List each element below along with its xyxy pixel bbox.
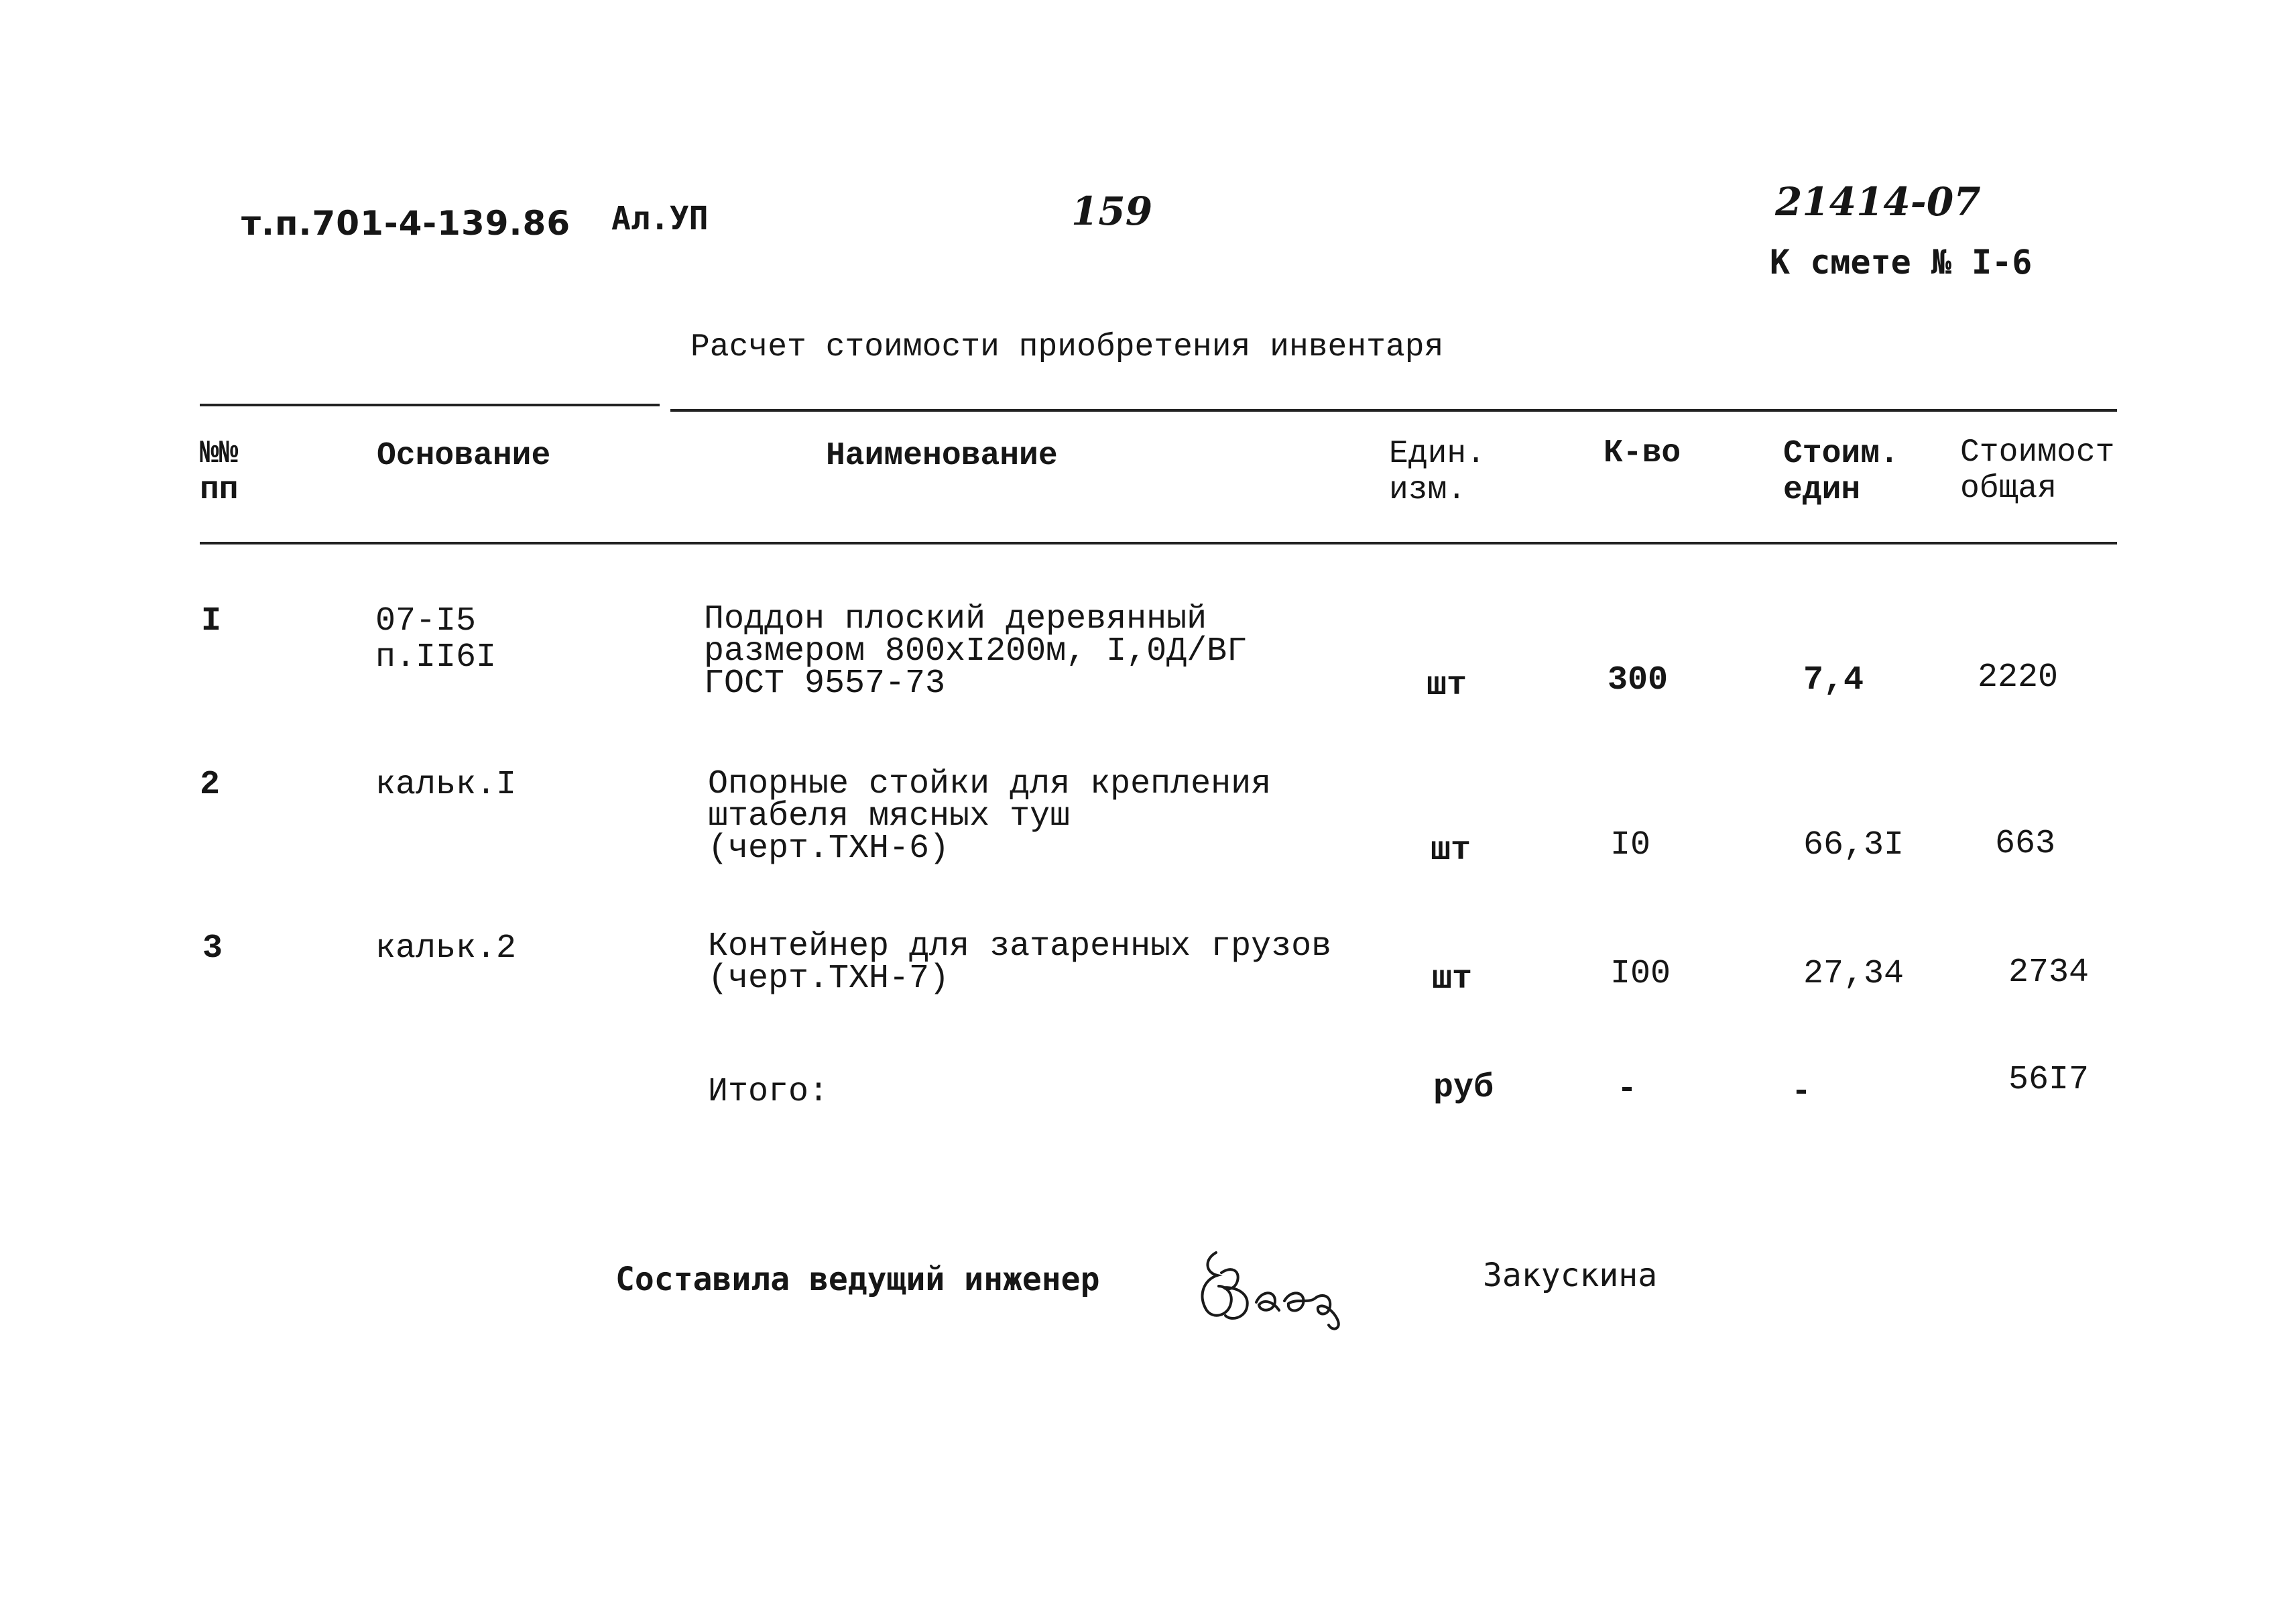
row-quantity: I00 (1610, 955, 1671, 993)
column-header-basis: Основание (377, 438, 551, 474)
column-header-number: №№ пп (200, 436, 239, 508)
page-title: Расчет стоимости приобретения инвентаря (690, 329, 1444, 365)
page-number: 159 (1071, 188, 1153, 234)
column-header-unit-cost: Стоим. един (1783, 436, 1899, 508)
column-header-name: Наименование (826, 438, 1058, 474)
row-total: 2734 (2008, 954, 2090, 992)
album-number: Ал.УП (611, 200, 709, 237)
row-unit-cost: 27,34 (1803, 955, 1905, 993)
signature (1191, 1246, 1372, 1333)
total-quantity: - (1617, 1070, 1638, 1108)
row-basis: кальк.2 (375, 929, 517, 968)
estimate-reference: К смете № I-6 (1770, 243, 2033, 282)
signature-drawing (1191, 1246, 1372, 1333)
row-quantity: 300 (1608, 661, 1669, 699)
compiled-by-label: Составила ведущий инженер (615, 1261, 1100, 1298)
row-unit: шт (1431, 831, 1471, 870)
row-number: I (201, 602, 222, 640)
total-sum: 56I7 (2008, 1061, 2090, 1099)
row-basis: 07-I5 п.II6I (375, 602, 497, 677)
row-quantity: I0 (1610, 826, 1651, 864)
column-header-unit: Един. изм. (1389, 436, 1486, 508)
row-unit: шт (1432, 960, 1473, 998)
column-header-total-cost: Стоимост общая (1960, 435, 2115, 507)
row-name: Опорные стойки для крепления штабеля мясных туш (черт.ТХН-6) (708, 765, 1272, 868)
row-unit-cost: 66,3I (1803, 826, 1905, 864)
row-total: 2220 (1978, 658, 2059, 697)
project-code: т.п.701-4-139.86 (241, 204, 571, 243)
table-top-rule-left (200, 404, 660, 406)
compiler-surname: Закускина (1483, 1257, 1658, 1294)
column-header-quantity: К-во (1604, 435, 1681, 471)
row-unit: шт (1427, 667, 1467, 705)
registry-number: 21414-07 (1775, 179, 1981, 225)
row-number: 2 (200, 766, 221, 804)
row-name: Поддон плоский деревянный размером 800хI200м, I,0Д/ВГ ГОСТ 9557-73 (704, 600, 1248, 703)
total-unit-cost: - (1791, 1073, 1812, 1111)
row-number: 3 (202, 929, 223, 968)
total-unit: руб (1433, 1069, 1494, 1107)
table-top-rule-right (670, 409, 2117, 412)
row-total: 663 (1995, 825, 2056, 863)
row-basis: кальк.I (375, 766, 517, 804)
row-name: Контейнер для затаренных грузов (черт.ТХН-7) (708, 927, 1332, 998)
row-unit-cost: 7,4 (1803, 661, 1864, 699)
total-label: Итого: (708, 1073, 829, 1111)
table-header-rule (200, 542, 2117, 544)
